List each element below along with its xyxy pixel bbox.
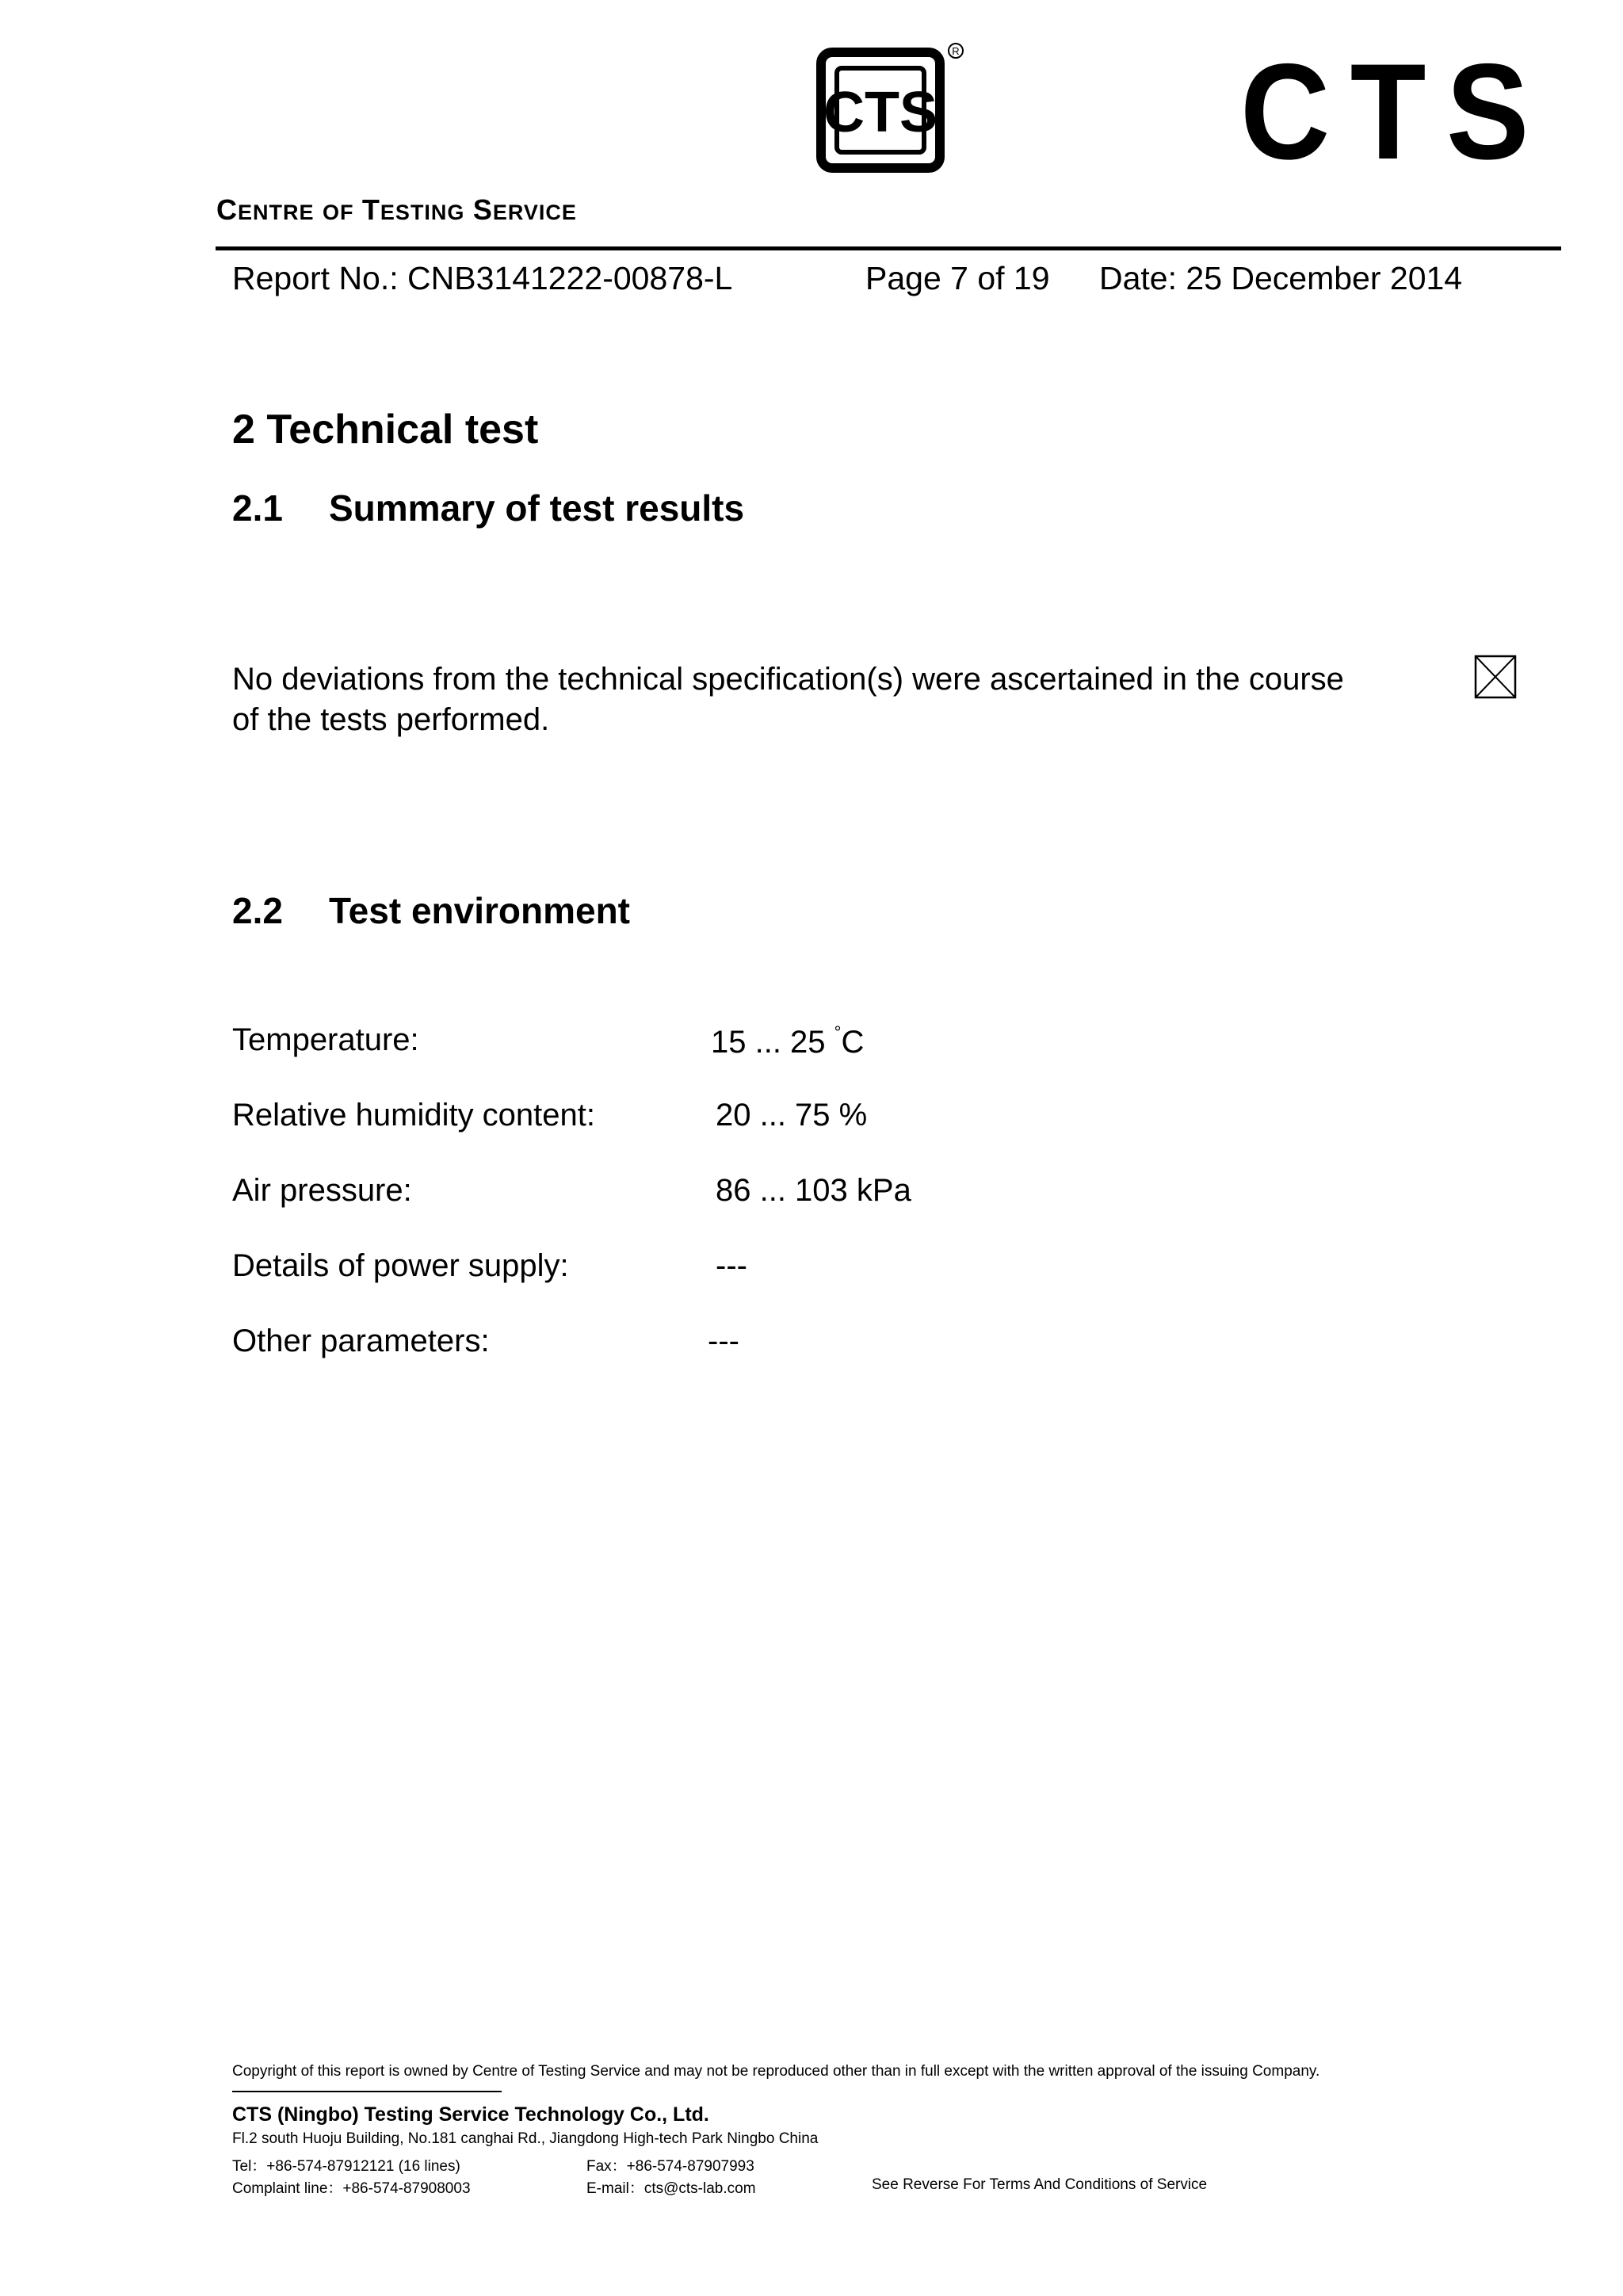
company-name: CTS (Ningbo) Testing Service Technology Co., Ltd. — [232, 2103, 709, 2126]
report-number: Report No.: CNB3141222-00878-L — [232, 260, 733, 296]
fax: Fax：+86-574-87907993 — [586, 2158, 754, 2175]
section-heading-test-environment: 2.2 Test environment — [232, 890, 630, 931]
env-label-humidity: Relative humidity content: — [232, 1098, 596, 1133]
complaint-line: Complaint line：+86-574-87908003 — [232, 2180, 471, 2197]
env-label-air-pressure: Air pressure: — [232, 1173, 412, 1208]
env-label-power-supply: Details of power supply: — [232, 1248, 569, 1283]
cts-wordmark-text: CTS — [1240, 57, 1549, 168]
env-value-temperature: 15 ... 25 °C — [711, 1022, 865, 1060]
email: E-mail：cts@cts-lab.com — [586, 2180, 756, 2197]
copyright-notice: Copyright of this report is owned by Centre of Testing Service and may not be reproduced other than in full except with the written approval of the issuing Company. — [232, 2063, 1320, 2080]
company-address: Fl.2 south Huoju Building, No.181 canghai Rd., Jiangdong High-tech Park Ningbo China — [232, 2130, 819, 2147]
centre-name: CENTRE OF TESTING SERVICE — [216, 193, 577, 226]
env-value-power-supply: --- — [716, 1248, 747, 1283]
summary-text: No deviations from the technical specification(s) were ascertained in the course of the tests performed. — [232, 662, 1344, 737]
report-date: Date: 25 December 2014 — [1099, 260, 1463, 296]
terms-notice: See Reverse For Terms And Conditions of Service — [872, 2176, 1208, 2193]
env-value-humidity: 20 ... 75 % — [716, 1098, 868, 1133]
its-logo-icon — [816, 38, 975, 173]
its-logo-text: CTS — [823, 81, 938, 144]
svg-text:R: R — [952, 45, 960, 57]
header-divider — [216, 246, 1561, 250]
env-value-air-pressure: 86 ... 103 kPa — [716, 1173, 911, 1208]
env-label-other-parameters: Other parameters: — [232, 1324, 490, 1358]
cts-wordmark-logo — [1236, 57, 1553, 168]
section-heading-summary: 2.1 Summary of test results — [232, 487, 745, 529]
checked-box-icon — [1474, 655, 1517, 699]
page-number: Page 7 of 19 — [865, 260, 1050, 296]
env-value-other-parameters: --- — [708, 1324, 739, 1358]
footer-divider — [232, 2091, 502, 2092]
env-label-temperature: Temperature: — [232, 1022, 419, 1057]
section-heading-technical-test: 2 Technical test — [232, 407, 539, 453]
telephone: Tel：+86-574-87912121 (16 lines) — [232, 2158, 460, 2175]
